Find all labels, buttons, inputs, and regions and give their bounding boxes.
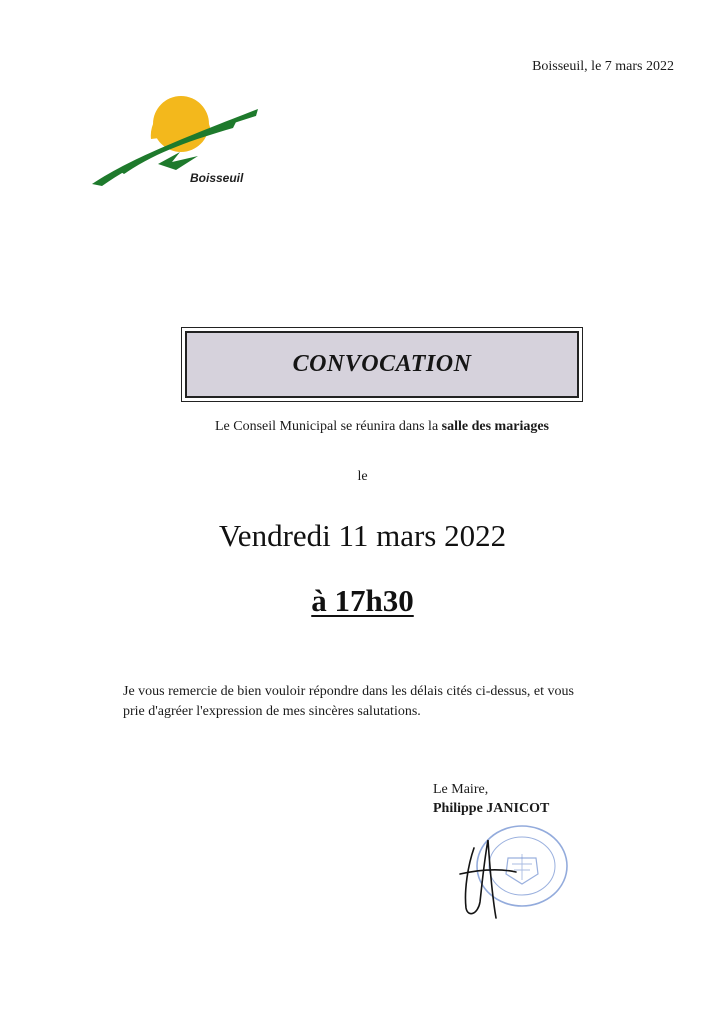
logo-swoosh-tail (158, 152, 198, 170)
intro-le: le (357, 469, 368, 484)
signature-role: Le Maire, (433, 782, 489, 797)
page-title: CONVOCATION (292, 351, 472, 377)
mayor-stamp-and-signature (438, 810, 578, 925)
logo-graphic (88, 92, 268, 202)
meeting-time-text: à 17h30 (311, 583, 414, 618)
meeting-time (0, 583, 725, 619)
boisseuil-logo (88, 92, 268, 202)
title-inner (185, 331, 579, 398)
stamp-graphic (438, 810, 578, 925)
closing-paragraph: Je vous remercie de bien vouloir répondre dans les délais cités ci-dessus, et vous prie d'agréer l'expression de mes sincères salutations. (123, 684, 574, 719)
handwritten-signature (460, 840, 516, 918)
logo-text: Boisseuil (190, 171, 244, 185)
meeting-date: Vendredi 11 mars 2022 (218, 518, 507, 553)
intro-prefix: Le Conseil Municipal se réunira dans la (215, 419, 442, 434)
title-box (181, 327, 583, 402)
signature-name: Philippe JANICOT (433, 801, 550, 816)
intro-place: salle des mariages (441, 419, 549, 434)
intro-paragraph (200, 418, 564, 435)
date-line: Boisseuil, le 7 mars 2022 (532, 59, 674, 74)
